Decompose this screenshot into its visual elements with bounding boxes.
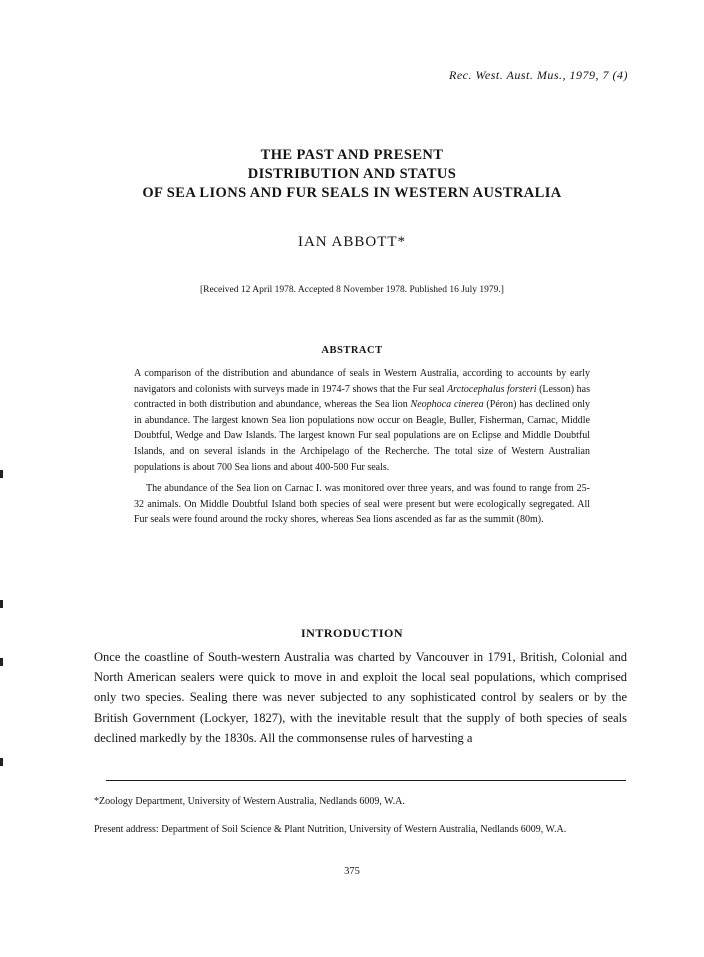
journal-reference: Rec. West. Aust. Mus., 1979, 7 (4) bbox=[449, 68, 628, 82]
received-dates: [Received 12 April 1978. Accepted 8 November 1978. Published 16 July 1979.] bbox=[200, 285, 504, 295]
abstract-body bbox=[134, 366, 590, 528]
title-line-2: DISTRIBUTION AND STATUS bbox=[247, 166, 457, 182]
author-name: IAN ABBOTT* bbox=[297, 234, 407, 250]
page-number: 375 bbox=[344, 866, 360, 877]
footnote-affiliation: *Zoology Department, University of Western Australia, Nedlands 6009, W.A. bbox=[94, 796, 405, 807]
margin-mark bbox=[0, 470, 3, 478]
title-line-3: OF SEA LIONS AND FUR SEALS IN WESTERN AUSTRALIA bbox=[142, 185, 562, 201]
margin-mark bbox=[0, 600, 3, 608]
footnote-present-address: Present address: Department of Soil Science & Plant Nutrition, University of Western Australia, Nedlands 6009, W.A. bbox=[94, 824, 567, 835]
margin-mark bbox=[0, 658, 3, 666]
abstract-heading: ABSTRACT bbox=[321, 345, 383, 356]
abstract-paragraph-1 bbox=[134, 366, 590, 475]
article-title bbox=[0, 146, 704, 203]
footnote-divider bbox=[106, 780, 626, 781]
abstract-text: A comparison of the distribution and abundance of seals in Western Australia, according to accounts by early navigators and colonists with surveys made in 1974-7 shows that the Fur seal bbox=[134, 368, 590, 395]
margin-mark bbox=[0, 758, 3, 766]
introduction-heading: INTRODUCTION bbox=[300, 626, 403, 640]
abstract-text: (Lesson) has contracted in both distribution and abundance, whereas the Sea lion bbox=[134, 383, 590, 411]
abstract-text: (Péron) has declined only in abundance. The largest known Sea lion populations now occur on Beagle, Buller, Fisherman, Carnac, Middle Doubtful, Wedge and Daw Islands. The largest known Fur seal populations are on Eclipse and Middle Doubtful Islands, and on several islands in the Archipelago of the Recherche. The total size of Western Australian populations is about 700 Sea lions and about 400-500 Fur seals. bbox=[134, 399, 590, 473]
introduction-body bbox=[94, 647, 627, 748]
introduction-paragraph: Once the coastline of South-western Australia was charted by Vancouver in 1791, British, Colonial and North American sealers were quick to move in and exploit the local seal populations, which comprised only two species. Sealing there was never subjected to any sophisticated control by sealers or by the British Government (Lockyer, 1827), with the inevitable result that the supply of both species of seals declined markedly by the 1830s. All the commonsense rules of harvesting a bbox=[94, 650, 627, 745]
title-line-1: THE PAST AND PRESENT bbox=[260, 147, 444, 163]
abstract-paragraph-2: The abundance of the Sea lion on Carnac I. was monitored over three years, and was found to range from 25-32 animals. On Middle Doubtful Island both species of seal were present but were ecologically segregated. All Fur seals were found around the rocky shores, whereas Sea lions ascended as far as the summit (80m). bbox=[134, 483, 590, 526]
species-name: Arctocephalus forsteri bbox=[447, 383, 537, 395]
species-name: Neophoca cinerea bbox=[410, 399, 484, 411]
